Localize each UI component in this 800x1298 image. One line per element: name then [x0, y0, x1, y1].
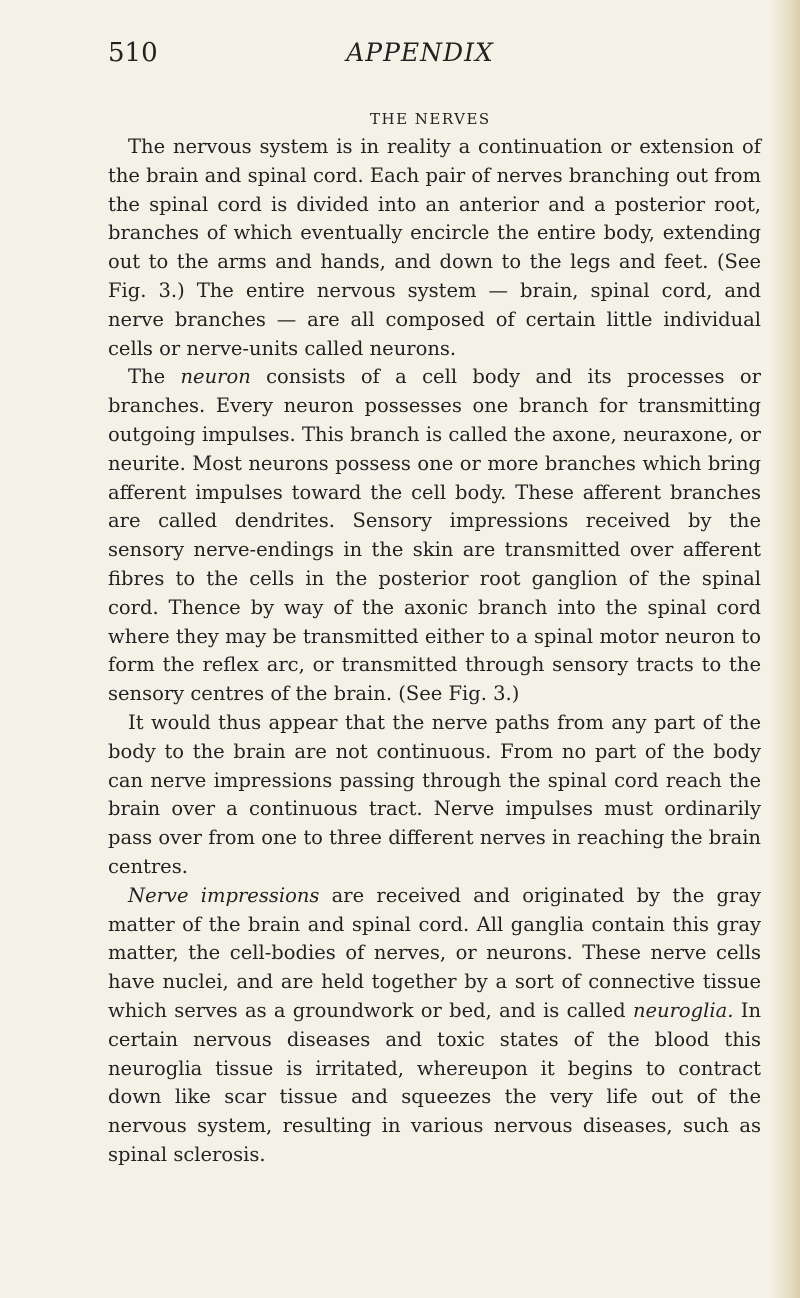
paragraph-1: The nervous system is in reality a continuation or extension of the brain and spinal cord. Each pair of nerves branching out from the spinal cord is divided into an anterior and a posterior root, branches of which eventually encircle the entire body, extending out to the arms and hands, and down to the legs and feet. (See Fig. 3.) The entire nervous system — brain, spinal cord, and nerve branches — are all composed of certain little individual cells or nerve-units called neurons. [108, 135, 761, 360]
paragraph-2-text: consists of a cell body and its processes or branches. Every neuron possesses one branch for transmitting outgoing impulses. This branch is called the axone, neuraxone, or neurite. Most neurons possess one or more branches which bring afferent impulses toward the cell body. These afferent branches are called dendrites. Sensory impressions received by the sensory nerve-endings in the skin are transmitted over afferent fibres to the cells in the posterior root ganglion of the spinal cord. Thence by way of the axonic branch into the spinal cord where they may be transmitted either to a spinal motor neuron to form the reflex arc, or transmitted through sensory tracts to the sensory centres of the brain. (See Fig. 3.) [108, 365, 761, 706]
paragraph-2-lead: The [128, 365, 166, 389]
paragraph-3: It would thus appear that the nerve paths from any part of the body to the brain are not continuous. From no part of the body can nerve impressions passing through the spinal cord reach the brain over a continuous tract. Nerve impulses must ordinarily pass over from one to three different nerves in reaching the brain centres. [108, 710, 761, 878]
paragraph-2 [108, 363, 761, 709]
running-head: APPENDIX [346, 38, 494, 67]
page-number: 510 [108, 38, 158, 68]
term-neuroglia: neuroglia. [632, 998, 734, 1022]
body-text [108, 133, 761, 1170]
page-edge-shadow [770, 0, 800, 1298]
paragraph-4-text-2: In certain nervous diseases and toxic states of the blood this neuroglia tissue is irritated, whereupon it begins to contract down like scar tissue and squeezes the very life out of the nervous system, resulting in various nervous diseases, such as spinal sclerosis. [108, 998, 762, 1166]
section-title: THE NERVES [370, 110, 491, 128]
term-neuron: neuron [180, 365, 251, 389]
term-nerve-impressions: Nerve impressions [128, 883, 320, 907]
paragraph-4 [108, 882, 761, 1170]
paragraph-4-text: are received and originated by the gray matter of the brain and spinal cord. All ganglia contain this gray matter, the cell-bodies of nerves, or neurons. These nerve cells have nuclei, and are held together by a sort of connective tissue which serves as a groundwork or bed, and is called [108, 883, 762, 1022]
